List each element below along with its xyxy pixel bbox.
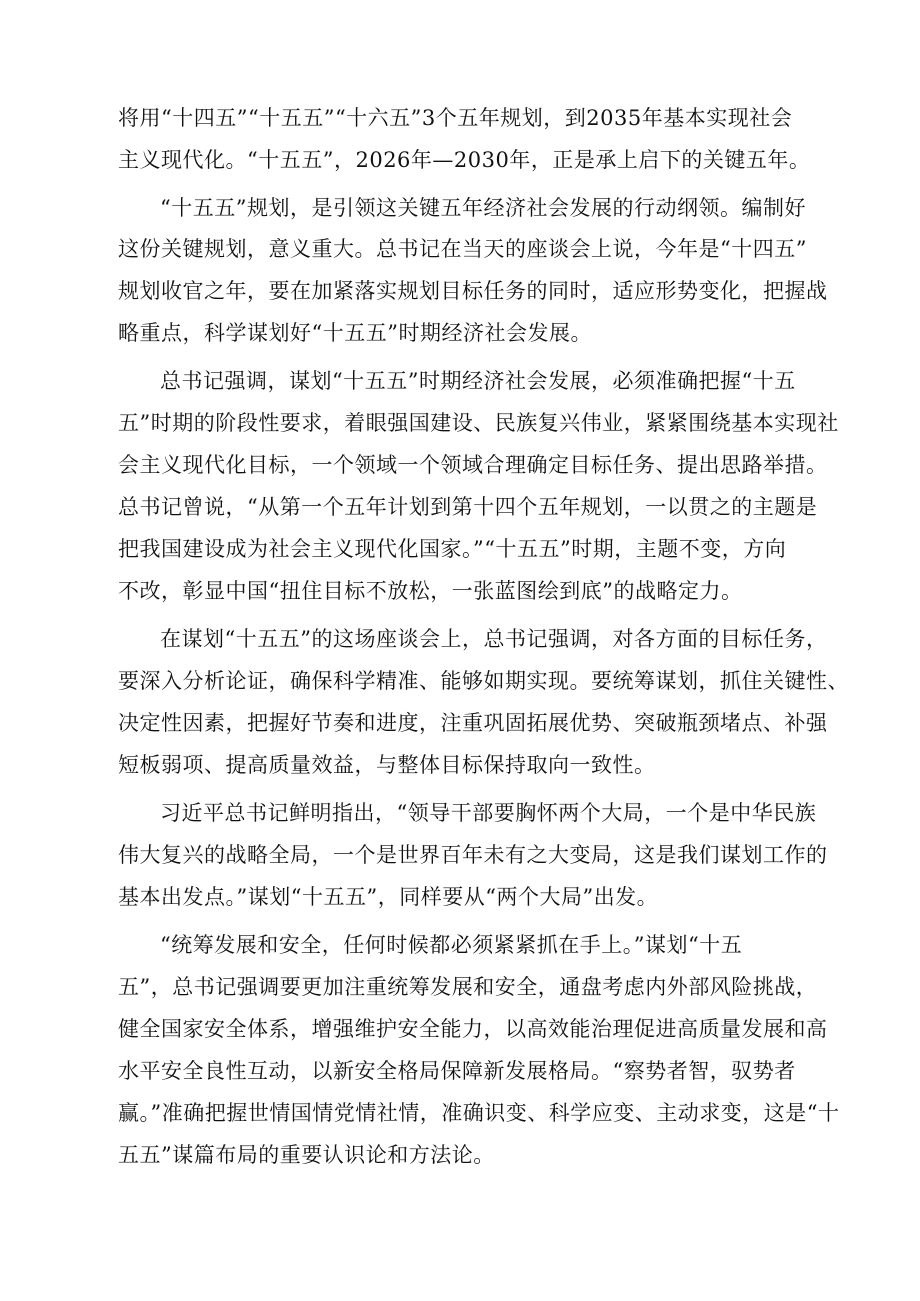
paragraph-3-line-2: 五”时期的阶段性要求，着眼强国建设、民族复兴伟业，紧紧围绕基本实现社 (118, 411, 839, 435)
paragraph-4-line-4: 短板弱项、提高质量效益，与整体目标保持取向一致性。 (118, 753, 656, 777)
paragraph-6-line-2: 五”，总书记强调要更加注重统筹发展和安全，通盘考虑内外部风险挑战， (118, 975, 818, 999)
paragraph-2-line-4: 略重点，科学谋划好“十五五”时期经济社会发展。 (118, 321, 592, 345)
paragraph-2-line-2: 这份关键规划，意义重大。总书记在当天的座谈会上说，今年是“十四五” (118, 237, 807, 261)
paragraph-3-line-1: 总书记强调，谋划“十五五”时期经济社会发展，必须准确把握“十五 (160, 369, 796, 393)
paragraph-6-line-1: “统筹发展和安全，任何时候都必须紧紧抓在手上。”谋划“十五 (160, 933, 743, 957)
paragraph-5-line-2: 伟大复兴的战略全局，一个是世界百年未有之大变局，这是我们谋划工作的 (118, 843, 828, 867)
paragraph-4-line-3: 决定性因素，把握好节奏和进度，注重巩固拓展优势、突破瓶颈堵点、补强 (118, 711, 828, 735)
paragraph-5-line-3: 基本出发点。”谋划“十五五”，同样要从“两个大局”出发。 (118, 885, 659, 909)
paragraph-1-line-2: 主义现代化。“十五五”，2026年—2030年，正是承上启下的关键五年。 (118, 148, 811, 172)
paragraph-6-line-5: 赢。”准确把握世情国情党情社情，准确识变、科学应变、主动求变，这是“十 (118, 1101, 840, 1125)
paragraph-3-line-4: 总书记曾说，“从第一个五年计划到第十四个五年规划，一以贯之的主题是 (118, 495, 818, 519)
paragraph-6-line-4: 水平安全良性互动，以新安全格局保障新发展格局。“察势者智，驭势者 (118, 1059, 796, 1083)
paragraph-3-line-5: 把我国建设成为社会主义现代化国家。”“十五五”时期，主题不变，方向 (118, 537, 787, 561)
paragraph-2-line-3: 规划收官之年，要在加紧落实规划目标任务的同时，适应形势变化，把握战 (118, 279, 828, 303)
paragraph-4-line-1: 在谋划“十五五”的这场座谈会上，总书记强调，对各方面的目标任务， (160, 627, 828, 651)
paragraph-3-line-3: 会主义现代化目标，一个领域一个领域合理确定目标任务、提出思路举措。 (118, 453, 828, 477)
paragraph-1-line-1: 将用“十四五”“十五五”“十六五”3个五年规划，到2035年基本实现社会 (118, 106, 793, 130)
paragraph-3-line-6: 不改，彰显中国“扭住目标不放松，一张蓝图绘到底”的战略定力。 (118, 579, 743, 603)
paragraph-2-line-1: “十五五”规划，是引领这关键五年经济社会发展的行动纲领。编制好 (160, 196, 806, 220)
paragraph-5-line-1: 习近平总书记鲜明指出，“领导干部要胸怀两个大局，一个是中华民族 (160, 801, 817, 825)
paragraph-6-line-6: 五五”谋篇布局的重要认识论和方法论。 (118, 1143, 495, 1167)
paragraph-4-line-2: 要深入分析论证，确保科学精准、能够如期实现。要统筹谋划，抓住关键性、 (118, 669, 849, 693)
paragraph-6-line-3: 健全国家安全体系，增强维护安全能力，以高效能治理促进高质量发展和高 (118, 1017, 828, 1041)
